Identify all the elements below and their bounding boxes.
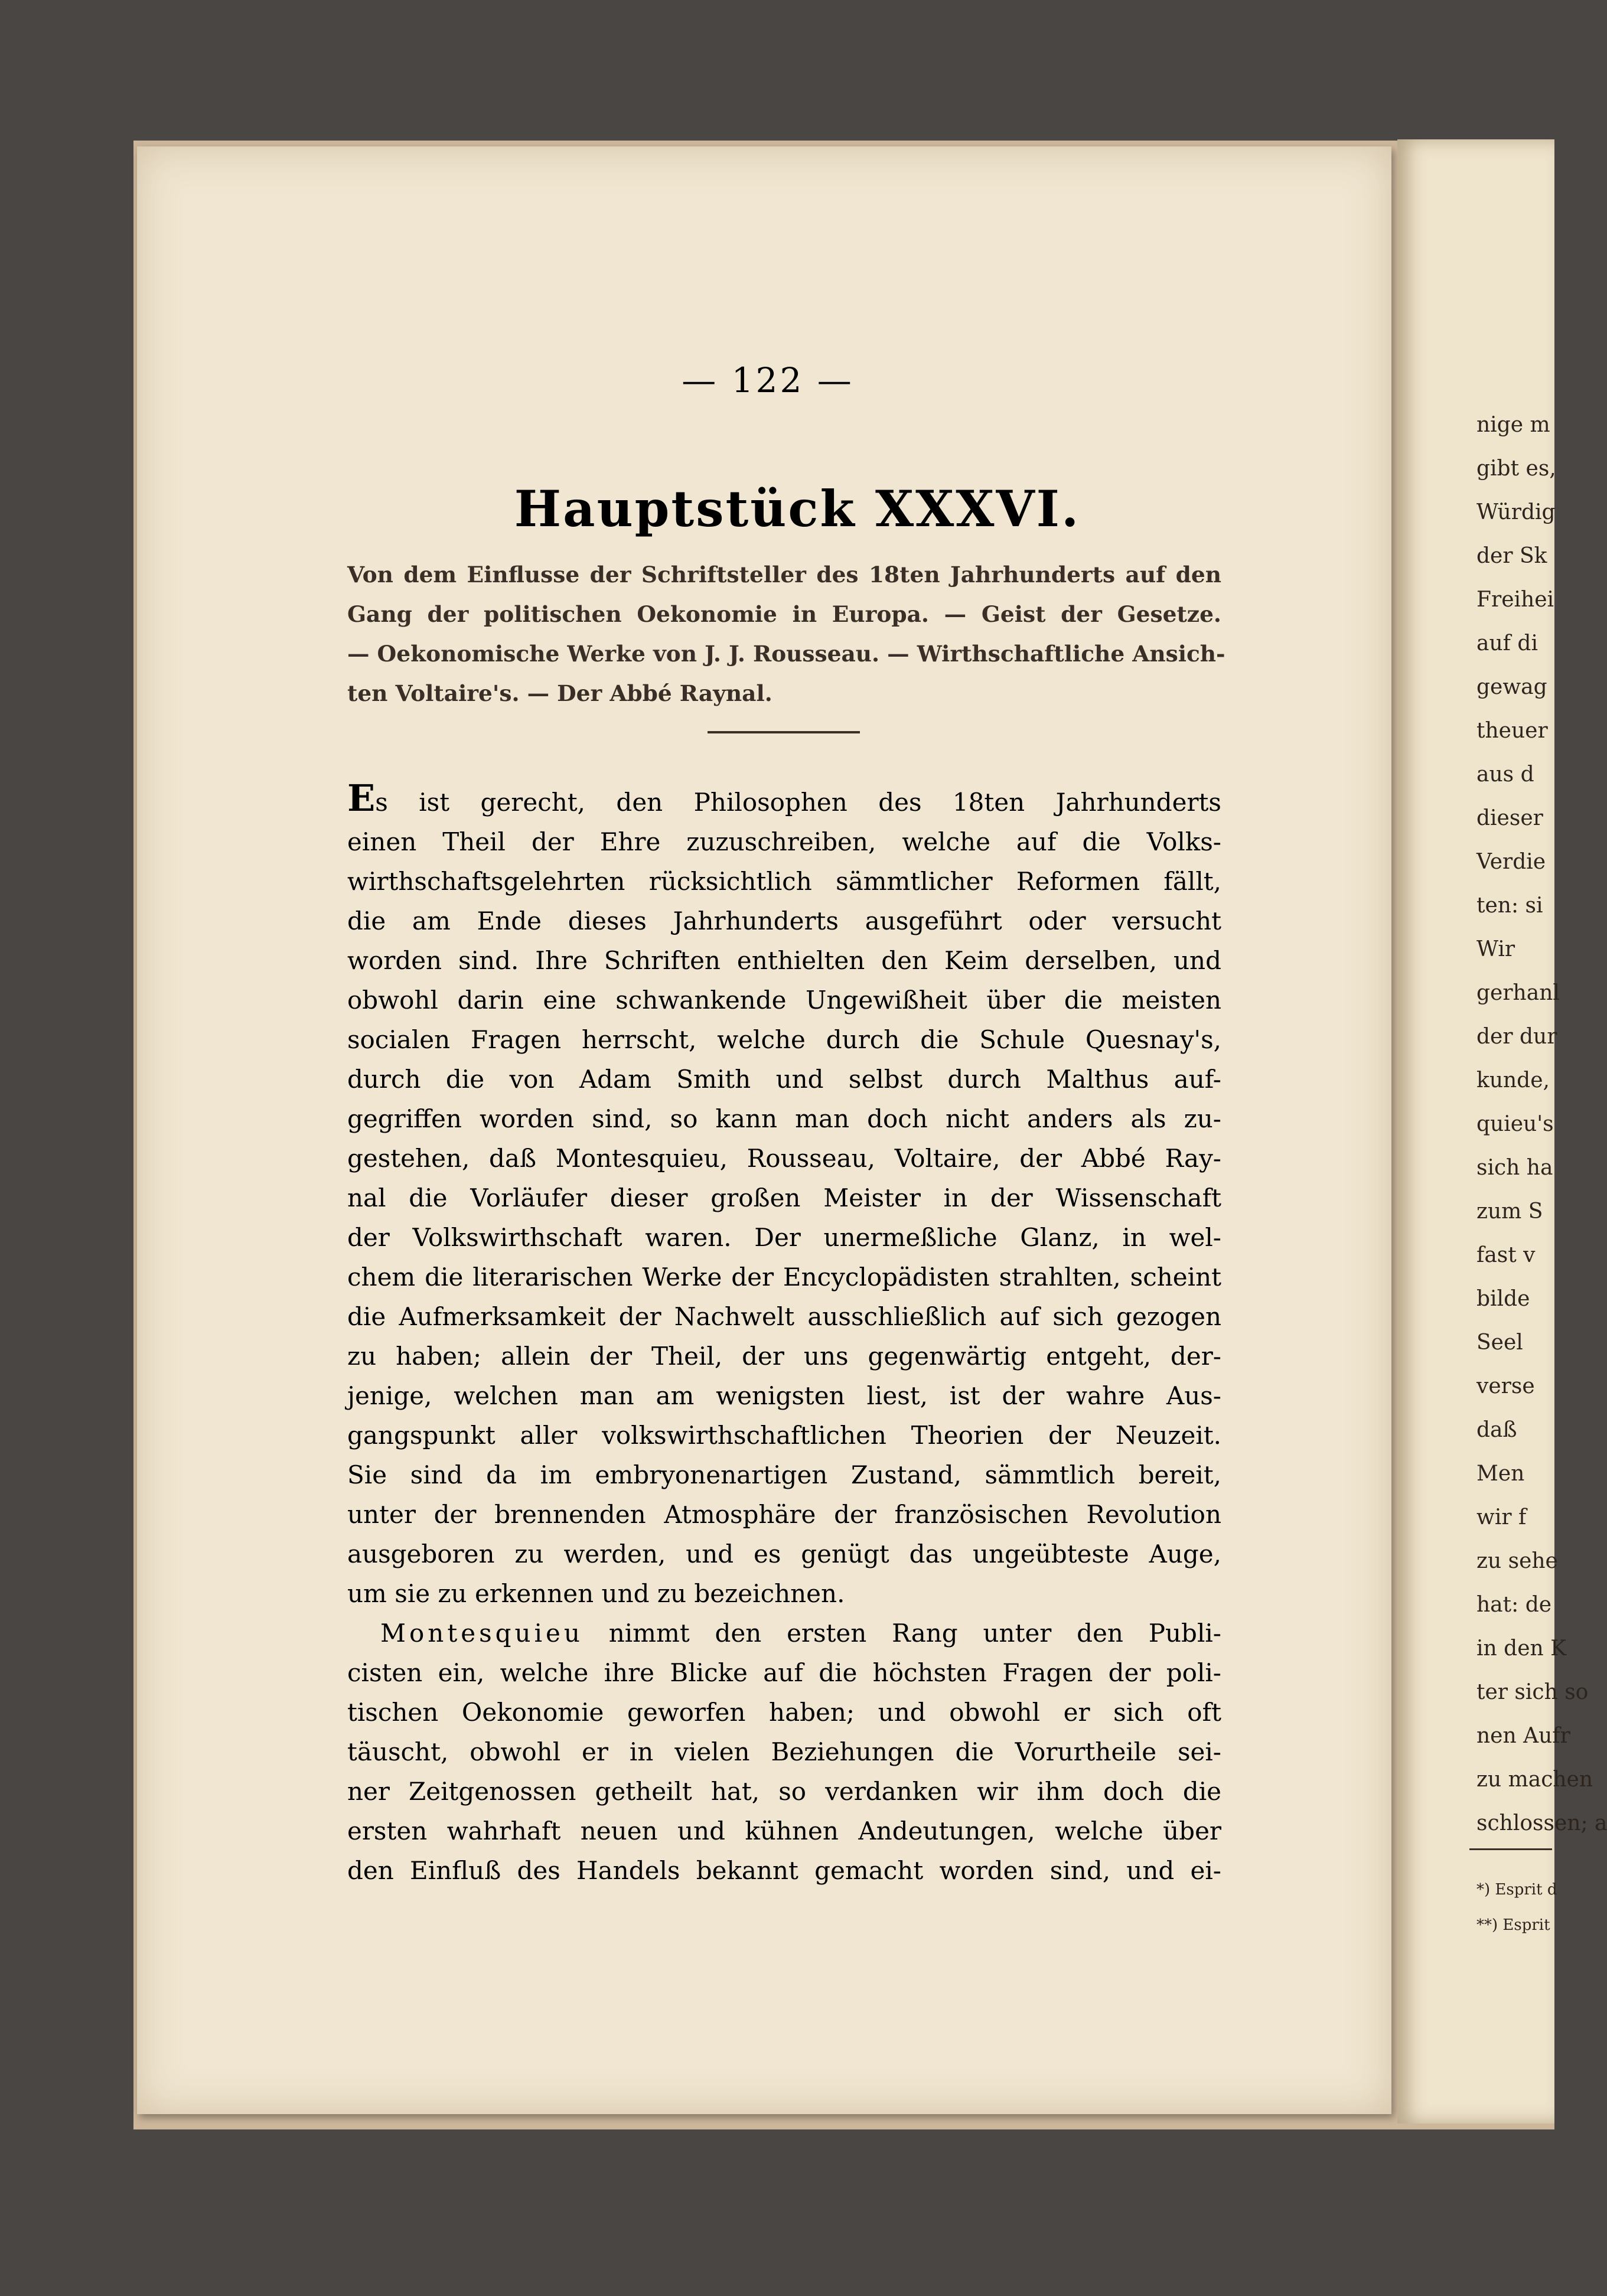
right-page-line: theuer [1476,719,1548,743]
body-line: cisten ein, welche ihre Blicke auf die höchsten Fragen der poli- [347,1658,1221,1687]
right-page-line: gibt es, [1476,456,1556,481]
drop-cap: E [347,777,376,820]
right-page-line: gerhanl [1476,981,1560,1005]
right-page-line: zu sehe [1476,1549,1558,1573]
right-page-line: auf di [1476,631,1538,655]
right-page-line: kunde, [1476,1068,1550,1092]
right-page-line: ten: si [1476,893,1543,918]
right-page-line: dieser [1476,806,1543,830]
chapter-summary [347,555,1225,713]
body-line: durch die von Adam Smith und selbst durch Malthus auf- [347,1065,1221,1094]
right-page-line: aus d [1476,762,1534,787]
right-page-line: nen Aufr [1476,1724,1570,1748]
first-line-text: s ist gerecht, den Philosophen des 18ten Jahrhunderts [375,788,1221,817]
right-page-line: der Sk [1476,544,1547,568]
emphasized-name: Montesquieu [380,1619,584,1648]
right-page-footnote: *) Esprit d [1476,1881,1557,1899]
body-line: den Einfluß des Handels bekannt gemacht worden sind, und ei- [347,1856,1221,1885]
body-line: Sie sind da im embryonenartigen Zustand, sämmtlich bereit, [347,1460,1221,1489]
section-divider [708,731,860,733]
chapter-title: Hauptstück XXXVI. [514,480,1081,538]
summary-line: — Oekonomische Werke von J. J. Rousseau. — Wirthschaftliche Ansich- [347,641,1225,667]
right-page-line: Seel [1476,1330,1523,1355]
right-page-line: schlossen; a [1476,1811,1607,1835]
right-page-line: gewag [1476,675,1547,699]
body-line: einen Theil der Ehre zuzuschreiben, welche auf die Volks- [347,827,1221,856]
right-page-line: fast v [1476,1243,1536,1267]
right-page-line: sich ha [1476,1156,1553,1180]
right-page-line: Verdie [1476,850,1546,874]
body-line: ner Zeitgenossen getheilt hat, so verdanken wir ihm doch die [347,1777,1221,1806]
right-page-line: ter sich so [1476,1680,1589,1704]
right-page-line: Würdig [1476,500,1556,524]
body-line: nal die Vorläufer dieser großen Meister in der Wissenschaft [347,1183,1221,1212]
right-page-line: Freihei [1476,588,1554,612]
body-line [347,1613,1221,1653]
right-page-line: nige m [1476,413,1550,437]
body-line: die Aufmerksamkeit der Nachwelt ausschließlich auf sich gezogen [347,1302,1221,1331]
right-page-line: verse [1476,1374,1535,1398]
page-number: — 122 — [682,360,854,400]
body-line: zu haben; allein der Theil, der uns gegenwärtig entgeht, der- [347,1342,1221,1371]
body-line: socialen Fragen herrscht, welche durch die Schule Quesnay's, [347,1025,1221,1054]
right-page-line: hat: de [1476,1593,1552,1617]
body-line: gestehen, daß Montesquieu, Rousseau, Voltaire, der Abbé Ray- [347,1144,1221,1173]
right-page-line: wir f [1476,1505,1527,1529]
body-line: um sie zu erkennen und zu bezeichnen. [347,1579,845,1608]
body-line: gangspunkt aller volkswirthschaftlichen Theorien der Neuzeit. [347,1421,1221,1450]
body-text [347,778,1221,1890]
body-line: unter der brennenden Atmosphäre der französischen Revolution [347,1500,1221,1529]
body-line: worden sind. Ihre Schriften enthielten den Keim derselben, und [347,946,1221,975]
right-page-line: zum S [1476,1199,1543,1224]
body-line: der Volkswirthschaft waren. Der unermeßliche Glanz, in wel- [347,1223,1221,1252]
para2-first-text: nimmt den ersten Rang unter den Publi- [583,1619,1221,1648]
body-line: jenige, welchen man am wenigsten liest, ist der wahre Aus- [347,1381,1221,1410]
body-line: täuscht, obwohl er in vielen Beziehungen die Vorurtheile sei- [347,1737,1221,1766]
body-line [347,778,1221,822]
body-line: die am Ende dieses Jahrhunderts ausgeführt oder versucht [347,906,1221,935]
summary-line: ten Voltaire's. — Der Abbé Raynal. [347,680,772,706]
body-line: wirthschaftsgelehrten rücksichtlich sämmtlicher Reformen fällt, [347,867,1221,896]
body-line: ausgeboren zu werden, und es genügt das ungeübteste Auge, [347,1540,1221,1568]
summary-line: Von dem Einflusse der Schriftsteller des 18ten Jahrhunderts auf den [347,562,1221,588]
body-line: obwohl darin eine schwankende Ungewißheit über die meisten [347,986,1221,1015]
right-page-footnote-rule [1469,1848,1552,1850]
right-page-footnote: **) Esprit [1476,1916,1550,1934]
right-page-line: daß [1476,1418,1517,1442]
right-page-line: quieu's [1476,1112,1554,1136]
body-line: gegriffen worden sind, so kann man doch nicht anders als zu- [347,1104,1221,1133]
right-page-line: der dur [1476,1025,1557,1049]
body-line: chem die literarischen Werke der Encyclopädisten strahlten, scheint [347,1263,1221,1292]
summary-line: Gang der politischen Oekonomie in Europa. — Geist der Gesetze. [347,601,1221,627]
right-page-line: in den K [1476,1636,1567,1661]
right-page-line: Wir [1476,937,1515,961]
right-page-line: bilde [1476,1287,1530,1311]
body-line: tischen Oekonomie geworfen haben; und obwohl er sich oft [347,1698,1221,1727]
right-page-line: zu machen [1476,1767,1593,1792]
body-line: ersten wahrhaft neuen und kühnen Andeutungen, welche über [347,1816,1221,1845]
right-page-line: Men [1476,1462,1525,1486]
